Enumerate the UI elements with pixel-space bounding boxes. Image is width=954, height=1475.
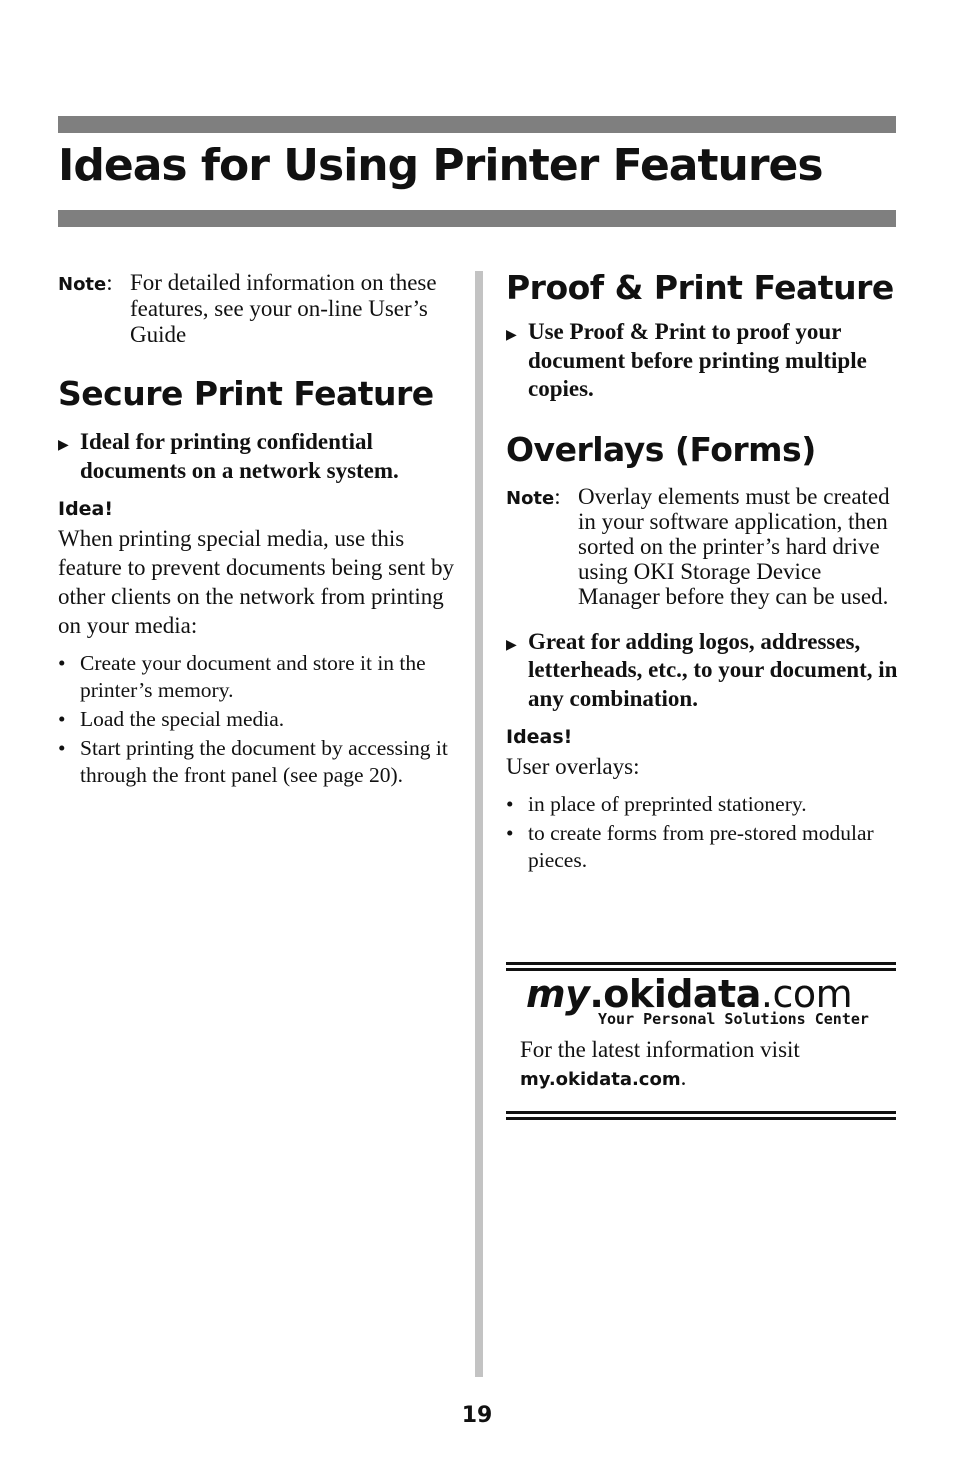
bullet-icon: • [58,651,66,675]
logo-my: my [526,972,590,1016]
note-text: For detailed information on these features, see your on-line User’s Guide [130,270,437,347]
note-label: Note [58,274,107,295]
okidata-info-text [520,1036,800,1094]
okidata-info-box [506,962,896,1120]
idea-text: When printing special media, use this feature to prevent documents being sent by other clients on the network from printing on your media: [58,526,454,638]
ideas-label: Ideas! [506,726,573,749]
right-column [506,268,898,876]
okidata-link[interactable]: my.okidata.com [520,1069,681,1090]
secure-print-heading: Secure Print Feature [58,374,434,413]
note-separator: : [106,270,113,295]
triangle-arrow-icon: ▶ [506,637,517,653]
page-title: Ideas for Using Printer Features [58,140,823,191]
list-item: • to create forms from pre-stored modular pieces. [506,821,874,873]
bullet-icon: • [506,821,514,846]
idea-label: Idea! [58,498,114,520]
note-block [58,270,458,348]
note-separator: : [554,483,561,509]
note-label: Note [506,487,555,509]
info-line: For the latest information visit [520,1037,800,1062]
overlays-heading: Overlays (Forms) [506,429,816,469]
left-column [58,270,458,791]
secure-print-bullet-list [58,650,458,789]
link-suffix: . [680,1065,687,1090]
triangle-arrow-icon: ▶ [506,328,517,343]
list-item: • in place of preprinted stationery. [506,792,807,817]
page-number: 19 [461,1403,493,1428]
header-rule-top [58,116,896,133]
overlays-lead-text: Great for adding logos, addresses, letterheads, etc., to your document, in any combination. [528,628,898,711]
logo-com: .com [760,972,853,1016]
overlays-bullet-list [506,791,898,874]
ideas-text: User overlays: [506,754,640,780]
triangle-arrow-icon: ▶ [58,438,69,453]
list-item: • Start printing the document by accessing it through the front panel (see page 20). [58,736,448,787]
overlays-lead [506,628,898,714]
header-rule-bottom [58,210,896,227]
list-item: • Create your document and store it in the printer’s memory. [58,651,426,702]
bullet-icon: • [58,707,66,731]
list-item: • Load the special media. [58,707,285,731]
overlays-note-text: Overlay elements must be created in your software application, then sorted on the printer’s hard drive using OKI Storage Device Manager before they can be used. [578,483,890,610]
double-rule-bottom [506,1111,896,1120]
overlays-note-block [506,484,898,610]
logo-okidata: .okidata [589,972,761,1016]
column-divider [475,271,483,1377]
secure-print-lead [58,428,458,485]
bullet-icon: • [58,736,66,760]
proof-print-lead [506,318,898,404]
bullet-icon: • [506,792,514,817]
logo-tagline: Your Personal Solutions Center [598,1010,869,1028]
proof-print-lead-text: Use Proof & Print to proof your document before printing multiple copies. [528,319,867,401]
proof-print-heading: Proof & Print Feature [506,268,894,307]
secure-print-lead-text: Ideal for printing confidential documents on a network system. [80,429,399,483]
